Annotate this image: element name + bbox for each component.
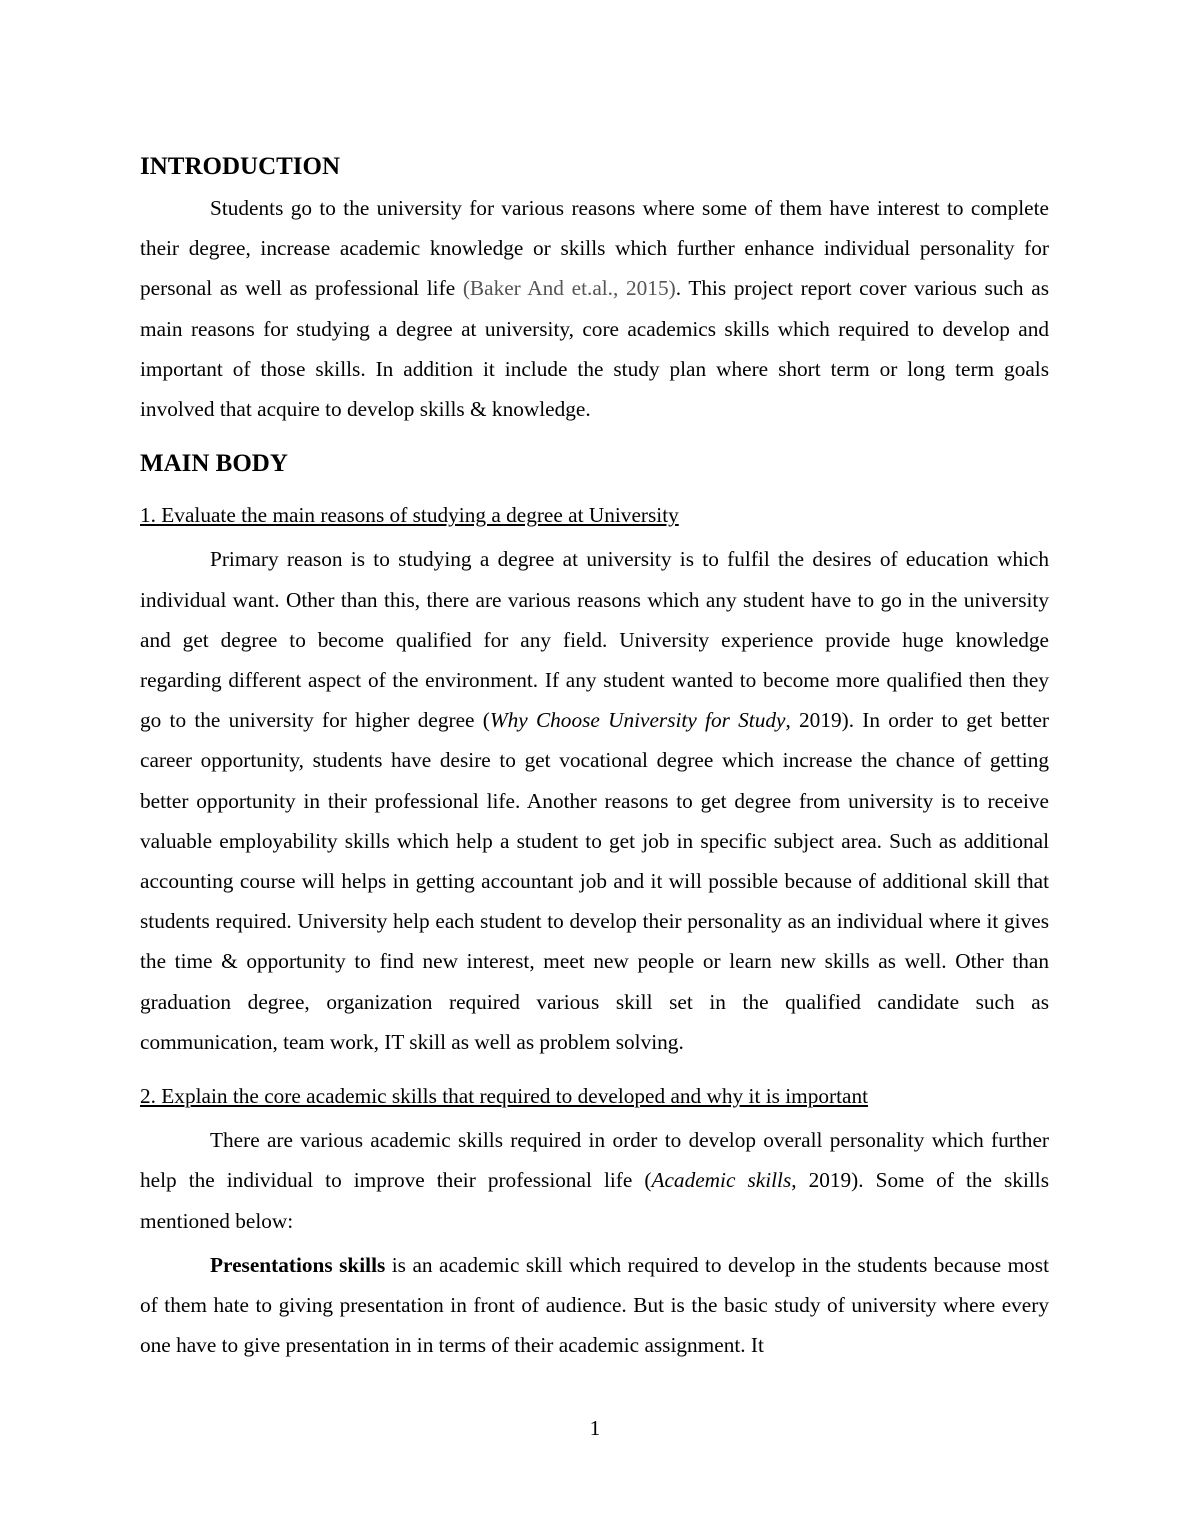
page-number: 1 (589, 1416, 601, 1440)
section-1-paragraph (140, 539, 1049, 1062)
section-2-text-a: There are various academic skills required in order to develop overall personality which further help the individual to improve their professional life ( (140, 1128, 1049, 1193)
intro-text-b: . This project report cover various such as main reasons for studying a degree at university, core academics skills which required to develop and important of those skills. In addition it include the study plan where short term or long term goals involved that acquire to develop skills & knowledge. (140, 276, 1049, 422)
section-2-title: 2. Explain the core academic skills that required to developed and why it is important (140, 1084, 869, 1109)
section-2-paragraph-2-text: is an academic skill which required to develop in the students because most of them hate to giving presentation in front of audience. But is the basic study of university where every one have to give presentation in in terms of their academic assignment. It (140, 1252, 1049, 1358)
section-2-citation: Academic skills (651, 1168, 792, 1193)
section-2-text-b: , 2019). Some of the skills mentioned below: (140, 1168, 1049, 1233)
intro-text-a: Students go to the university for various reasons where some of them have interest to complete their degree, increase academic knowledge or skills which further enhance individual personality for personal as well as professional life (140, 196, 1049, 301)
section-1-text-b: , 2019). In order to get better career opportunity, students have desire to get vocational degree which increase the chance of getting better opportunity in their professional life. Another reasons to get degree from university is to receive valuable employability skills which help a student to get job in specific subject area. Such as additional accounting course will helps in getting accountant job and it will possible because of additional skill that students required. University help each student to develop their personality as an individual where it gives the time & opportunity to find new interest, meet new people or learn new skills as well. Other than graduation degree, organization required various skill set in the qualified candidate such as communication, team work, IT skill as well as problem solving. (140, 708, 1049, 1054)
section-1-title: 1. Evaluate the main reasons of studying a degree at University (140, 503, 679, 528)
introduction-heading: INTRODUCTION (140, 153, 341, 180)
section-2-paragraph-1 (140, 1120, 1049, 1241)
section-1-citation: Why Choose University for Study (489, 708, 786, 733)
document-page (140, 150, 1049, 1365)
main-body-heading: MAIN BODY (140, 450, 288, 478)
section-1-text-a: Primary reason is to studying a degree at university is to fulfil the desires of education which individual want. Other than this, there are various reasons which any student have to go in the university and get degree to become qualified for any field. University experience provide huge knowledge regarding different aspect of the environment. If any student wanted to become more qualified then they go to the university for higher degree ( (140, 547, 1049, 733)
presentation-skills-term: Presentations skills (210, 1252, 386, 1277)
intro-citation: (Baker And et.al., 2015) (462, 276, 676, 301)
section-2-paragraph-2 (140, 1245, 1049, 1366)
introduction-paragraph (140, 188, 1049, 429)
